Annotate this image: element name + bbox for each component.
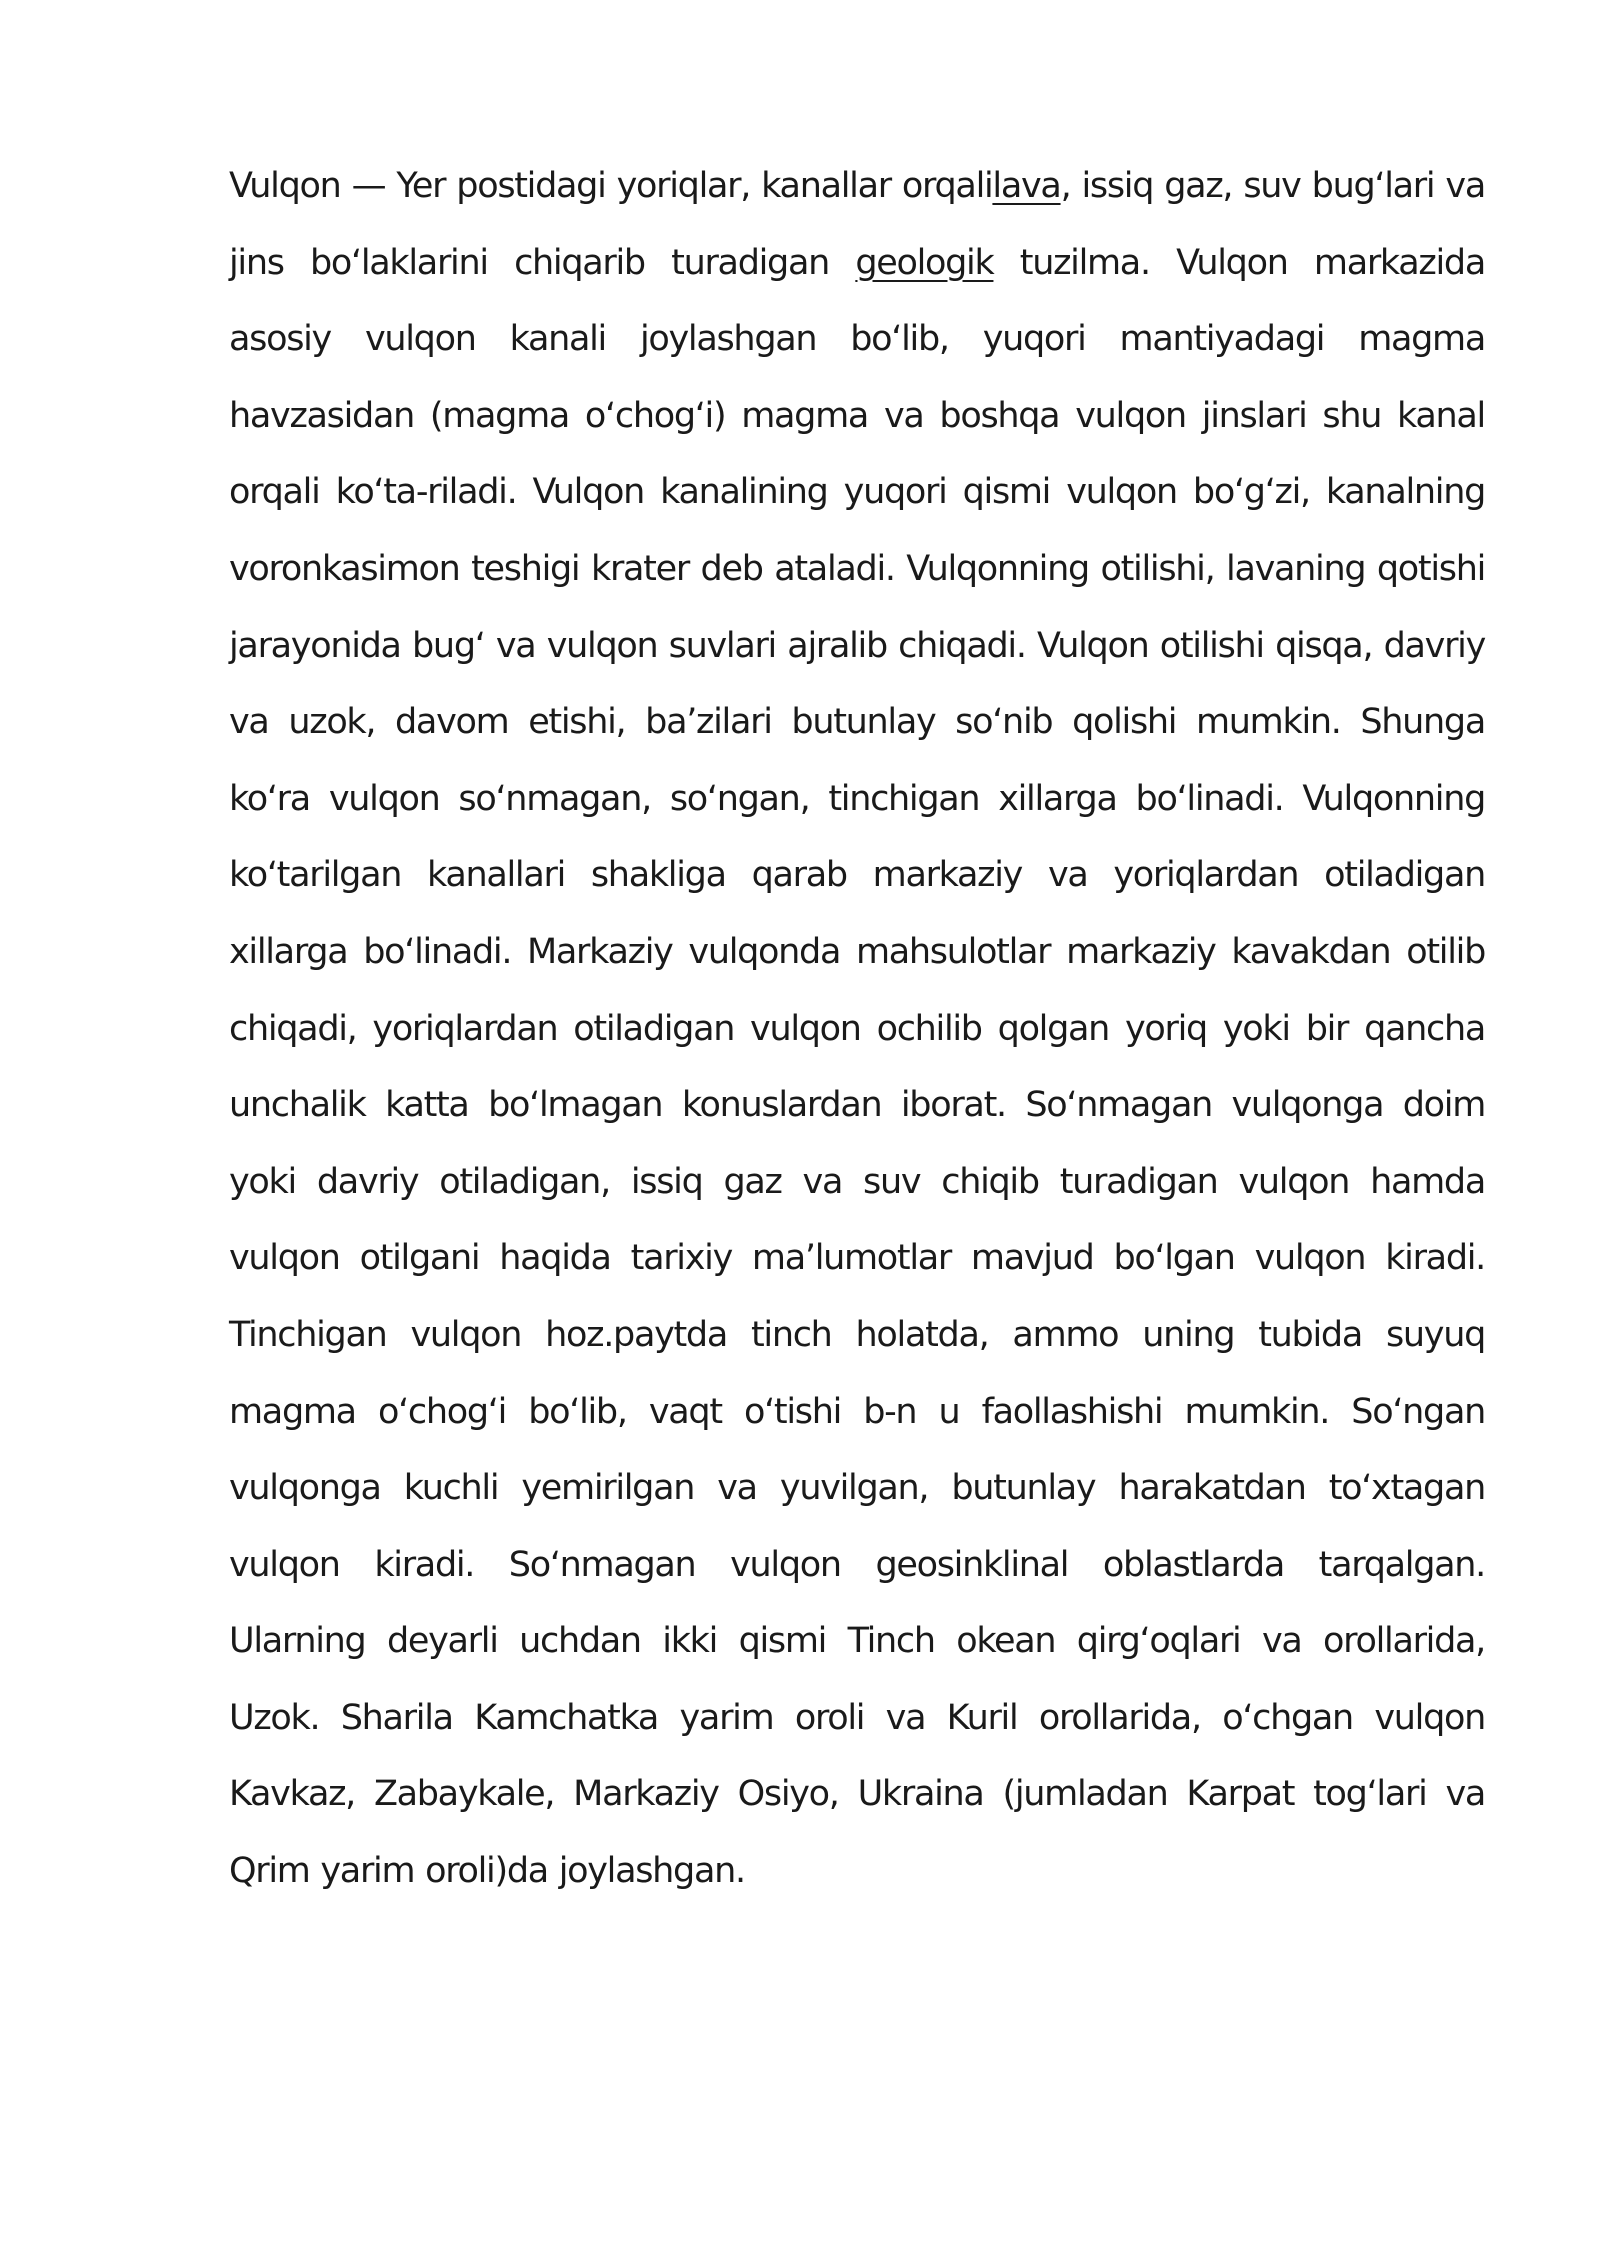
- body-paragraph: [229, 148, 1485, 1910]
- paragraph-part-3: tuzilma. Vulqon markazida asosiy vulqon kanali joylashgan boʻlib, yuqori mantiyadagi magma havzasidan (magma oʻchogʻi) magma va boshqa vulqon jinslari shu kanal orqali koʻta-riladi. Vulqon kanalining yuqori qismi vulqon boʻgʻzi, kanalning voronkasimon teshigi krater deb ataladi. Vulqonning otilishi, lavaning qotishi jarayonida bugʻ va vulqon suvlari ajralib chiqadi. Vulqon otilishi qisqa, davriy va uzok, davom etishi, baʼzilari butunlay soʻnib qolishi mumkin. Shunga koʻra vulqon soʻnmagan, soʻngan, tinchigan xillarga boʻlinadi. Vulqonning koʻtarilgan kanallari shakliga qarab markaziy va yoriqlardan otiladigan xillarga boʻlinadi. Markaziy vulqonda mahsulotlar markaziy kavakdan otilib chiqadi, yoriqlardan otiladigan vulqon ochilib qolgan yoriq yoki bir qancha unchalik katta boʻlmagan konuslardan iborat. Soʻnmagan vulqonga doim yoki davriy otiladigan, issiq gaz va suv chiqib turadigan vulqon hamda vulqon otilgani haqida tarixiy maʼlumotlar mavjud boʻlgan vulqon kiradi. Tinchigan vulqon hoz.paytda tinch holatda, ammo uning tubida suyuq magma oʻchogʻi boʻlib, vaqt oʻtishi b-n u faollashishi mumkin. Soʻngan vulqonga kuchli yemirilgan va yuvilgan, butunlay harakatdan toʻxtagan vulqon kiradi. Soʻnmagan vulqon geosinklinal oblastlarda tarqalgan. Ularning deyarli uchdan ikki qismi Tinch okean qirgʻoqlari va orollarida, Uzok. Sharila Kamchatka yarim oroli va Kuril orollarida, oʻchgan vulqon Kavkaz, Zabaykale, Markaziy Osiyo, Ukraina (jumladan Karpat togʻlari va Qrim yarim oroli)da joylashgan.: [229, 242, 1485, 1892]
- paragraph-part-2: , issiq gaz, suv bugʻlari va jins boʻlaklarini chiqarib turadigan: [229, 166, 1485, 283]
- lava-link[interactable]: lava: [992, 166, 1061, 206]
- paragraph-lead: Vulqon — Yer postidagi yoriqlar, kanallar orqali: [229, 166, 993, 206]
- geologik-link[interactable]: geologik: [855, 242, 994, 283]
